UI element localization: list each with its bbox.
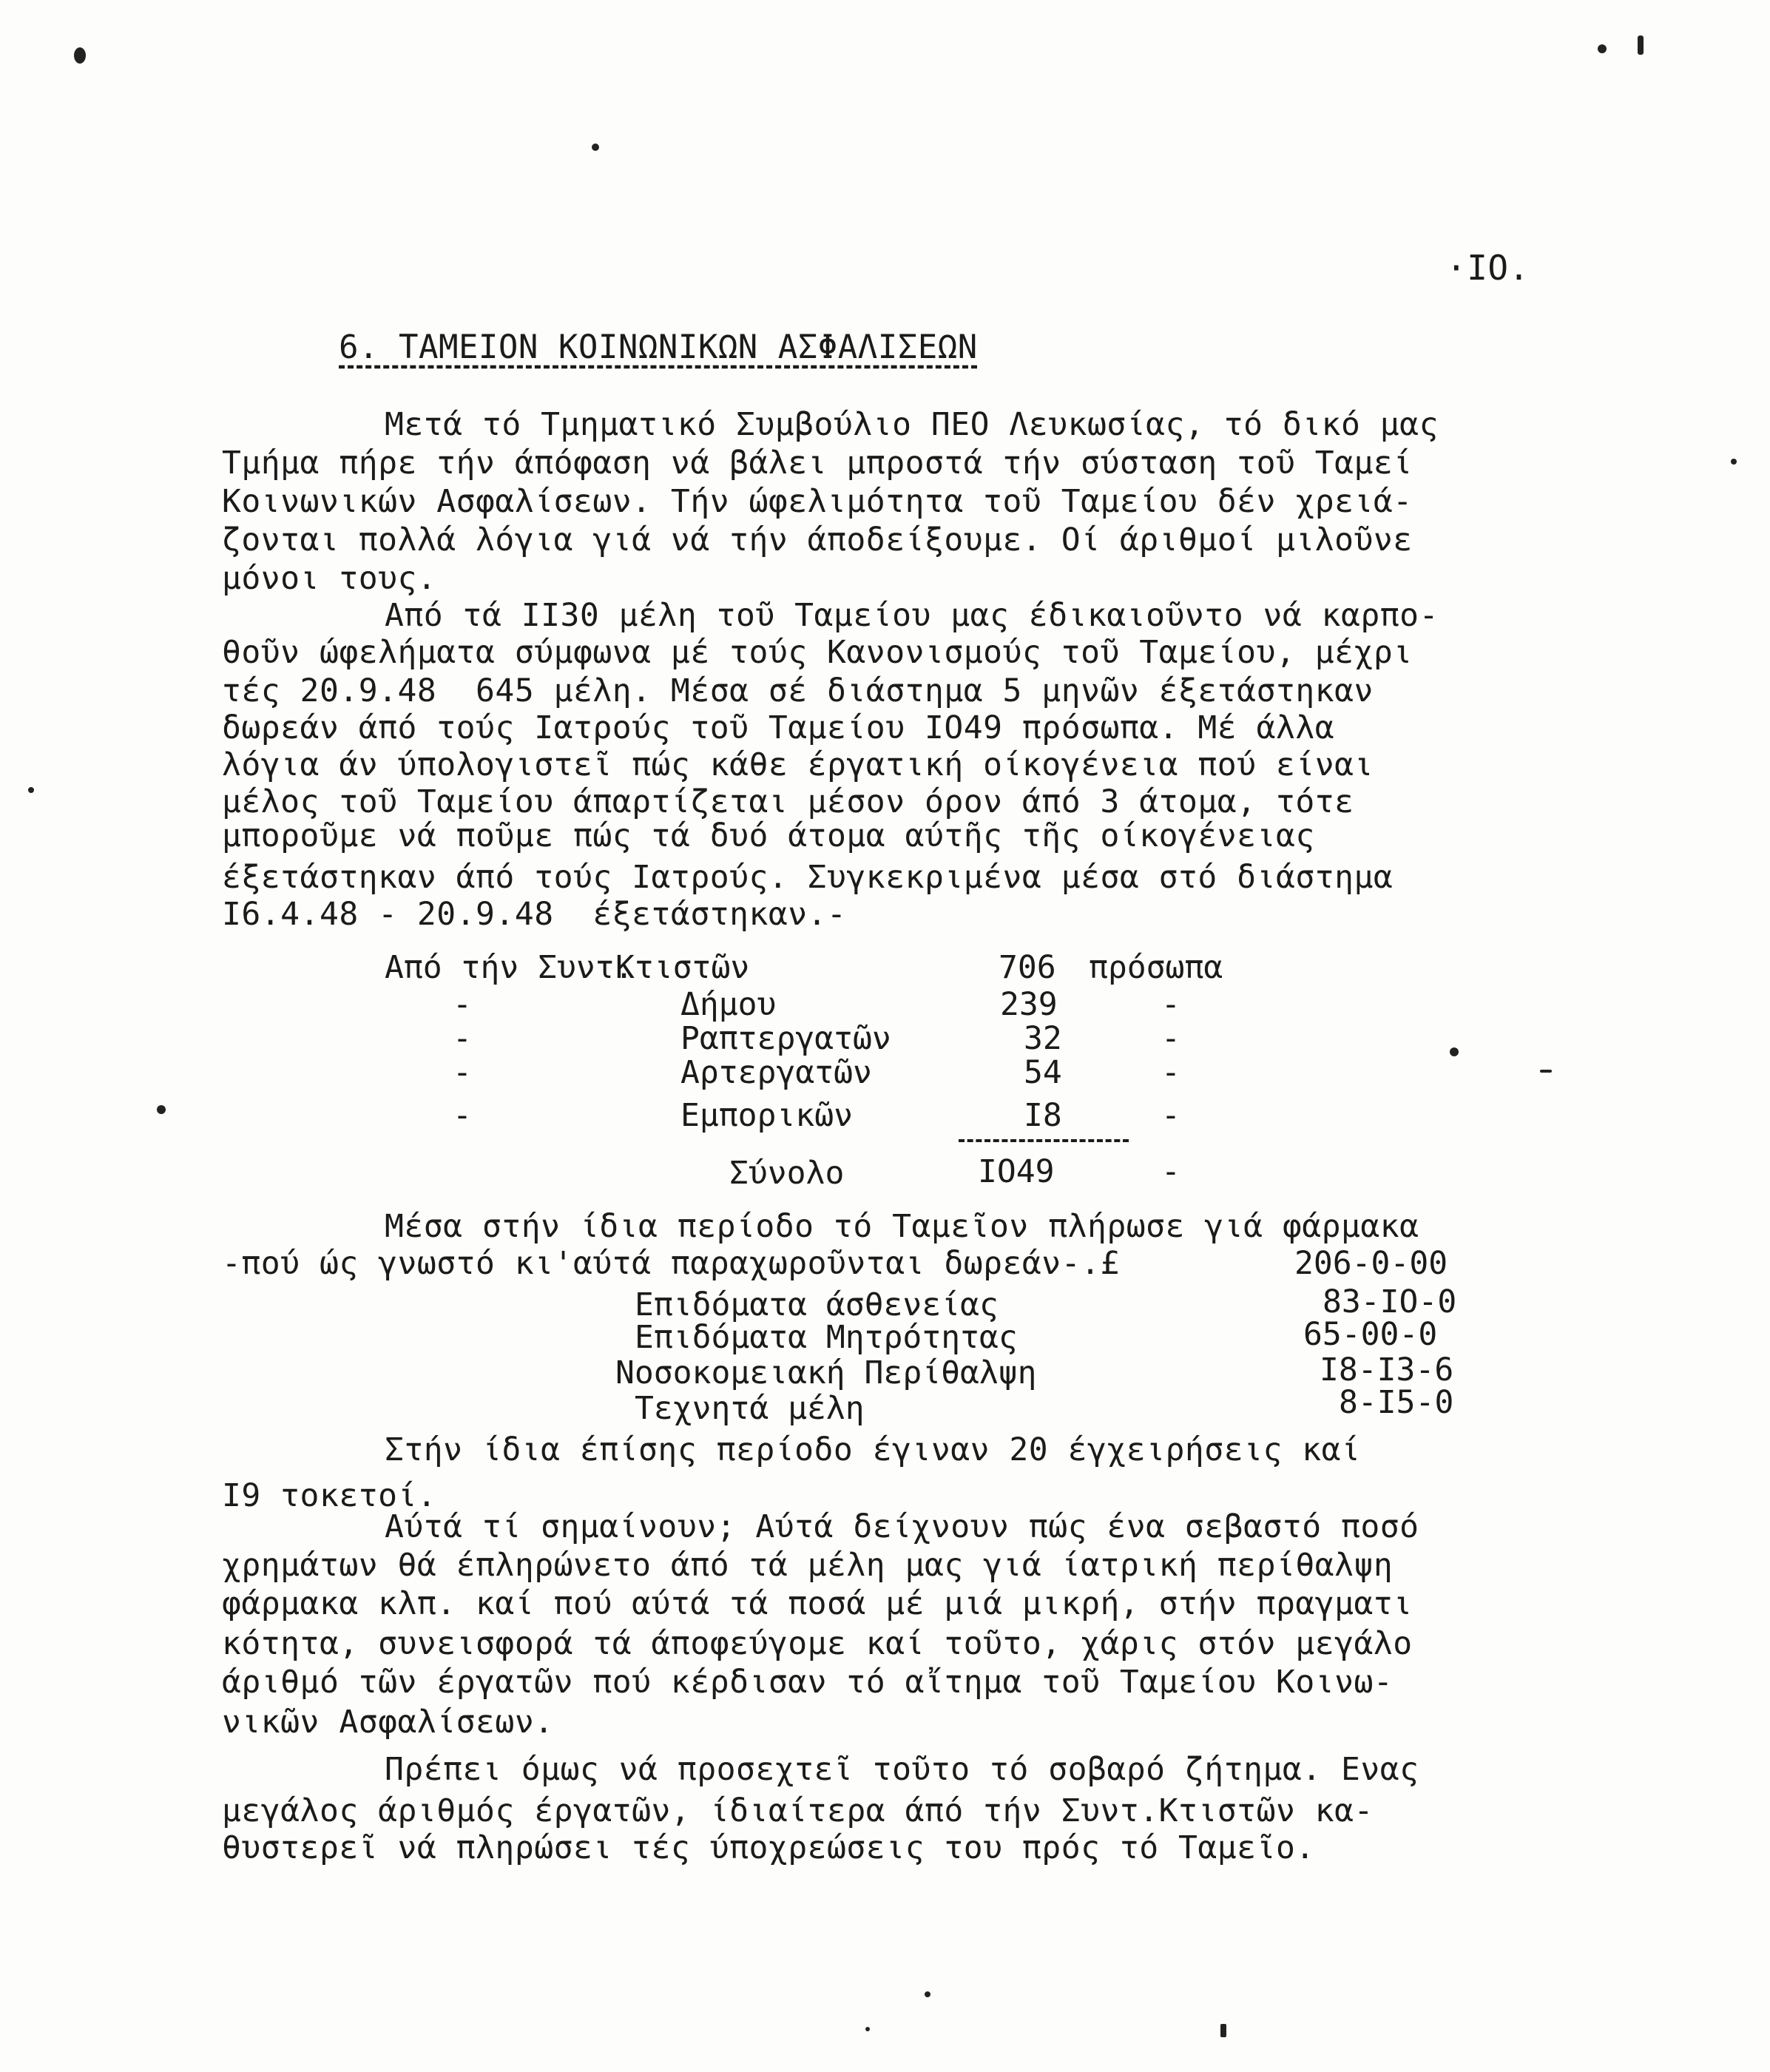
section-heading: 6. ΤΑΜΕΙΟΝ ΚΟΙΝΩΝΙΚΩΝ ΑΣΦΑΛΙΣΕΩΝ [339, 328, 978, 366]
table-row-unit: - [1161, 1097, 1180, 1134]
scan-speck [1731, 459, 1737, 465]
text-line: έξετάστηκαν άπό τούς Ιατρούς. Συγκεκριμένα μέσα στό διάστημα [222, 859, 1394, 896]
table-row-unit: - [1161, 986, 1180, 1023]
table-row-unit: πρόσωπα [1089, 949, 1223, 986]
scan-speck [157, 1105, 166, 1114]
text-line: τές 20.9.48 645 μέλη. Μέσα σέ διάστημα 5 μηνῶν έξετάστηκαν [222, 672, 1374, 709]
total-count: IO49 [978, 1153, 1055, 1190]
text-line: θυστερεῖ νά πληρώσει τές ύποχρεώσεις του πρός τό Ταμεῖο. [222, 1829, 1315, 1866]
table-row-name: Δήμου [680, 986, 777, 1023]
total-label: Σύνολο [729, 1155, 845, 1192]
benefit-label: Επιδόματα Μητρότητας [635, 1319, 1018, 1356]
table-row-count: 239 [1000, 986, 1058, 1023]
table-row-unit: - [1161, 1054, 1180, 1091]
total-unit: - [1161, 1153, 1180, 1190]
text-line: δωρεάν άπό τούς Ιατρούς τοῦ Ταμείου IO49 πρόσωπα. Μέ άλλα [222, 709, 1335, 746]
scan-speck [1540, 1070, 1552, 1073]
text-line: μεγάλος άριθμός έργατῶν, ίδιαίτερα άπό τήν Συντ.Κτιστῶν κα- [222, 1792, 1374, 1829]
table-row-name: Εμπορικῶν [680, 1097, 853, 1134]
benefit-label: Νοσοκομειακή Περίθαλψη [615, 1354, 1037, 1391]
scan-speck [592, 144, 599, 151]
benefit-amount: 65-00-0 [1303, 1316, 1438, 1353]
benefit-amount: 83-IO-0 [1323, 1283, 1457, 1320]
scan-speck [28, 787, 34, 793]
table-row-prefix: - [453, 1020, 472, 1057]
table-row-prefix: - [453, 986, 472, 1023]
table-row-name: Κτιστῶν [615, 949, 750, 986]
text-line: μέλος τοῦ Ταμείου άπαρτίζεται μέσον όρον άπό 3 άτομα, τότε [222, 783, 1354, 820]
text-line: φάρμακα κλπ. καί πού αύτά τά ποσά μέ μιά μικρή, στήν πραγματι [222, 1585, 1413, 1622]
table-row-prefix: - [453, 1097, 472, 1134]
benefit-amount: 8-I5-0 [1339, 1384, 1454, 1421]
scan-speck [865, 2027, 870, 2031]
text-line: Τμήμα πήρε τήν άπόφαση νά βάλει μπροστά τήν σύσταση τοῦ Ταμεί [222, 445, 1413, 482]
table-row-count: 706 [999, 949, 1056, 986]
text-line: λόγια άν ύπολογιστεῖ πώς κάθε έργατική οίκογένεια πού είναι [222, 746, 1374, 783]
total-rule [959, 1139, 1129, 1142]
page-number: ·IO. [1446, 248, 1530, 288]
scan-speck [1450, 1047, 1459, 1056]
benefit-label: Τεχνητά μέλη [635, 1390, 865, 1427]
benefit-amount: I8-I3-6 [1320, 1351, 1454, 1388]
text-line: Από τά II30 μέλη τοῦ Ταμείου μας έδικαιοῦντο νά καρπο- [385, 597, 1439, 634]
benefit-label: Επιδόματα άσθενείας [635, 1286, 999, 1323]
text-line: νικῶν Ασφαλίσεων. [222, 1704, 554, 1741]
table-row-count: I8 [1024, 1097, 1062, 1134]
text-line: I6.4.48 - 20.9.48 έξετάστηκαν.- [222, 896, 847, 933]
text-line: Κοινωνικών Ασφαλίσεων. Τήν ώφελιμότητα τοῦ Ταμείου δέν χρειά- [222, 483, 1413, 520]
table-row-count: 32 [1024, 1020, 1062, 1057]
table-row-name: Ραπτεργατῶν [680, 1020, 891, 1057]
table-row-count: 54 [1024, 1054, 1062, 1091]
scan-speck [1598, 44, 1607, 53]
text-line: Πρέπει όμως νά προσεχτεῖ τοῦτο τό σοβαρό ζήτημα. Ενας [385, 1751, 1419, 1788]
table-row-prefix: Από τήν Συντ. [385, 949, 634, 986]
text-line: Μέσα στήν ίδια περίοδο τό Ταμεῖον πλήρωσε γιά φάρμακα [385, 1208, 1419, 1245]
text-line: Στήν ίδια έπίσης περίοδο έγιναν 20 έγχειρήσεις καί [385, 1431, 1361, 1468]
text-line: I9 τοκετοί. [222, 1477, 437, 1514]
table-row-unit: - [1161, 1020, 1180, 1057]
table-row-name: Αρτεργατῶν [680, 1054, 872, 1091]
text-line: -πού ώς γνωστό κι'αύτά παραχωροῦνται δωρεάν-.£ [222, 1245, 1120, 1282]
text-line: θοῦν ώφελήματα σύμφωνα μέ τούς Κανονισμούς τοῦ Ταμείου, μέχρι [222, 634, 1413, 671]
text-line: Μετά τό Τμηματικό Συμβούλιο ΠΕΟ Λευκωσίας, τό δικό μας [385, 406, 1439, 443]
text-line: χρημάτων θά έπληρώνετο άπό τά μέλη μας γιά ίατρική περίθαλψη [222, 1547, 1394, 1584]
scan-speck [1220, 2024, 1226, 2037]
text-line: κότητα, συνεισφορά τά άποφεύγομε καί τοῦτο, χάρις στόν μεγάλο [222, 1625, 1413, 1662]
pharma-amount: 206-0-00 [1294, 1245, 1448, 1282]
scan-speck [1638, 36, 1644, 55]
scan-speck [925, 1991, 930, 1997]
scan-speck [74, 47, 86, 64]
text-line: μόνοι τους. [222, 560, 437, 597]
text-line: μποροῦμε νά ποῦμε πώς τά δυό άτομα αύτῆς τῆς οίκογένειας [222, 817, 1315, 854]
table-row-prefix: - [453, 1054, 472, 1091]
text-line: άριθμό τῶν έργατῶν πού κέρδισαν τό αἴτημα τοῦ Ταμείου Κοινω- [222, 1664, 1394, 1701]
text-line: Αύτά τί σημαίνουν; Αύτά δείχνουν πώς ένα σεβαστό ποσό [385, 1508, 1419, 1545]
text-line: ζονται πολλά λόγια γιά νά τήν άποδείξουμε. Οί άριθμοί μιλοῦνε [222, 522, 1413, 559]
